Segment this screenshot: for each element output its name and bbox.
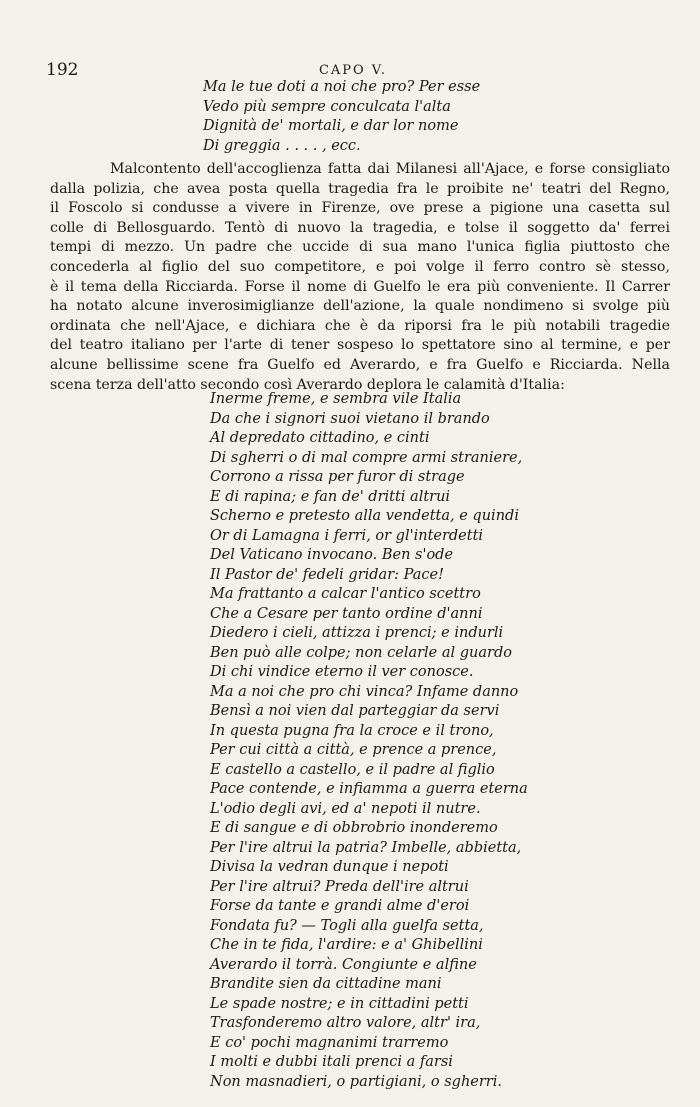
prose-line: del teatro italiano per l'arte di tener sospeso lo spettatore sino al termine, e per [50, 337, 670, 354]
verse-line: E di rapina; e fan de' dritti altrui [210, 488, 451, 505]
prose-line: ha notato alcune inverosimiglianze dell'azione, la quale nondimeno si svolge più [50, 298, 670, 315]
prose-line: è il tema della Ricciarda. Forse il nome di Guelfo le era più conveniente. Il Carrer [50, 278, 670, 295]
prose-line: il Foscolo si condusse a vivere in Firenze, ove prese a pigione una casetta sul [50, 200, 670, 217]
prose-line: tempi di mezzo. Un padre che uccide di sua mano l'unica figlia piuttosto che [50, 239, 670, 256]
verse-line: Or di Lamagna i ferri, or gl'interdetti [210, 527, 484, 544]
verse-line: L'odio degli avi, ed a' nepoti il nutre. [210, 800, 481, 817]
verse-quotation-top [203, 78, 480, 156]
verse-line: E co' pochi magnanimi trarremo [210, 1034, 449, 1051]
verse-line: Ma frattanto a calcar l'antico scettro [210, 586, 481, 602]
verse-line: Averardo il torrà. Congiunte e alfine [210, 956, 477, 973]
verse-line: Per l'ire altrui la patria? Imbelle, abbietta, [210, 839, 522, 856]
prose-line: ordinata che nell'Ajace, e dichiara che è da riporsi fra le più notabili tragedie [50, 317, 670, 334]
verse-line: Di greggia . . . . , ecc. [203, 137, 361, 154]
prose-line: Malcontento dell'accoglienza fatta dai Milanesi all'Ajace, e forse consigliato [110, 161, 670, 177]
prose-line: scena terza dell'atto secondo così Averardo deplora le calamità d'Italia: [50, 376, 565, 393]
verse-line: Ma le tue doti a noi che pro? Per esse [203, 79, 481, 95]
verse-line: Corrono a rissa per furor di strage [210, 469, 465, 485]
prose-line: concederla al figlio del suo competitore, e poi volge il ferro contro sè stesso, [50, 258, 670, 275]
verse-line: Il Pastor de' fedeli gridar: Pace! [210, 566, 444, 583]
verse-line: Non masnadieri, o partigiani, o sgherri. [210, 1073, 502, 1090]
verse-line: Forse da tante e grandi alme d'eroi [210, 898, 470, 914]
verse-line: Che a Cesare per tanto ordine d'anni [210, 605, 483, 622]
verse-line: Scherno e pretesto alla vendetta, e quindi [210, 508, 519, 524]
prose-line: dalla polizia, che avea posta quella tragedia fra le proibite ne' teatri del Regno, [50, 180, 670, 197]
verse-quotation-main [210, 390, 528, 1092]
verse-line: Brandite sien da cittadine mani [210, 976, 442, 992]
running-head: CAPO V. [318, 63, 388, 78]
verse-line: Del Vaticano invocano. Ben s'ode [210, 547, 454, 563]
verse-line: Di sgherri o di mal compre armi straniere, [210, 449, 523, 466]
verse-line: Di chi vindice eterno il ver conosce. [210, 664, 474, 680]
verse-line: Per l'ire altrui? Preda dell'ire altrui [210, 878, 469, 895]
verse-line: I molti e dubbi itali prenci a farsi [210, 1054, 453, 1070]
prose-line: colle di Bellosguardo. Tentò di nuovo la tragedia, e tolse il soggetto da' ferrei [50, 219, 670, 236]
verse-line: E di sangue e di obbrobrio inonderemo [210, 820, 498, 836]
verse-line: Trasfonderemo altro valore, altr' ira, [210, 1015, 481, 1031]
verse-line: Al depredato cittadino, e cinti [210, 430, 430, 446]
verse-line: Pace contende, e infiamma a guerra eterna [210, 781, 528, 797]
verse-line: Bensì a noi vien dal parteggiar da servi [210, 703, 500, 719]
page-number: 192 [46, 60, 79, 80]
verse-line: Vedo più sempre conculcata l'alta [203, 98, 451, 115]
verse-line: Le spade nostre; e in cittadini petti [210, 995, 469, 1012]
verse-line: Fondata fu? — Togli alla guelfa setta, [210, 917, 484, 934]
verse-line: Ma a noi che pro chi vinca? Infame danno [210, 683, 519, 700]
verse-line: Inerme freme, e sembra vile Italia [210, 391, 462, 407]
verse-line: Per cui città a città, e prence a prence, [210, 742, 497, 758]
verse-line: Da che i signori suoi vietano il brando [210, 410, 490, 427]
verse-line: In questa pugna fra la croce e il trono, [210, 722, 494, 739]
prose-paragraph [50, 160, 670, 395]
verse-line: Che in te fida, l'ardire: e a' Ghibellini [210, 937, 483, 953]
verse-line: Dignità de' mortali, e dar lor nome [203, 118, 459, 134]
verse-line: E castello a castello, e il padre al figlio [210, 761, 495, 778]
verse-line: Ben può alle colpe; non celarle al guardo [210, 644, 512, 661]
verse-line: Diedero i cieli, attizza i prenci; e indurli [210, 625, 504, 641]
prose-line: alcune bellissime scene fra Guelfo ed Averardo, e fra Guelfo e Ricciarda. Nella [50, 356, 670, 373]
verse-line: Divisa la vedran dunque i nepoti [210, 859, 449, 875]
